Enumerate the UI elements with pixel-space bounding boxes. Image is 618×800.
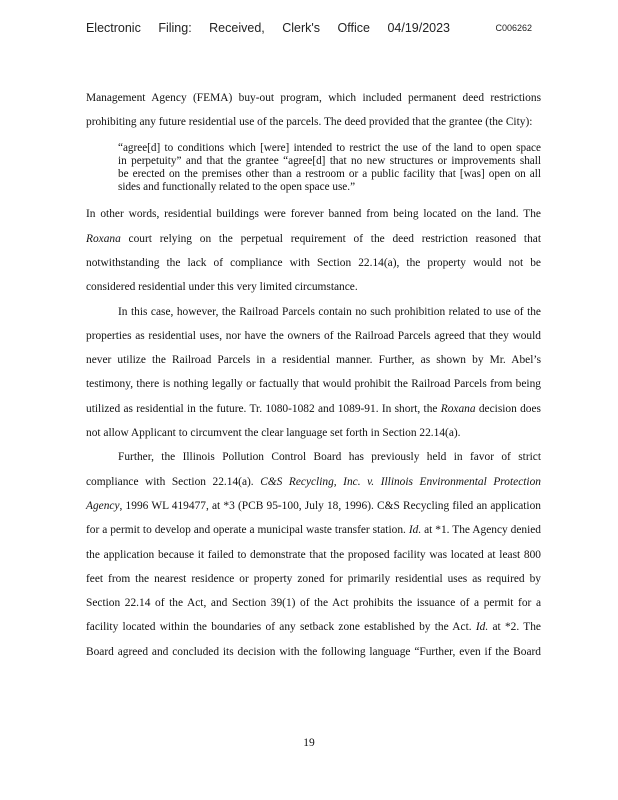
- case-name: Agency: [86, 499, 120, 512]
- text-line: the application because it failed to demonstrate that the proposed facility was located at least 800: [86, 548, 541, 561]
- header-word: Filing:: [158, 21, 192, 35]
- text-fragment: compliance with Section 22.14(a).: [86, 475, 261, 488]
- text-line: [86, 494, 541, 518]
- text-line: [86, 518, 541, 542]
- quote-line: sides and functionally related to the open space use.”: [118, 181, 356, 194]
- text-line: Management Agency (FEMA) buy-out program, which included permanent deed restrictions: [86, 92, 541, 104]
- text-line: not allow Applicant to circumvent the clear language set forth in Section 22.14(a).: [86, 427, 461, 440]
- text-line: Section 22.14 of the Act, and Section 39(1) of the Act prohibits the issuance of a permit for a: [86, 597, 541, 610]
- text-line: [86, 470, 541, 494]
- header-word: Clerk's: [282, 21, 321, 35]
- text-fragment: decision does: [475, 402, 541, 415]
- text-line: [86, 615, 541, 639]
- paragraph-cs-recycling: [86, 445, 541, 664]
- text-fragment: facility located within the boundaries of any setback zone established by the Act.: [86, 621, 476, 634]
- document-code: C006262: [495, 23, 533, 33]
- paragraph-railroad: [86, 300, 541, 446]
- text-fragment: utilized as residential in the future. Tr. 1080-1082 and 1089-91. In short, the: [86, 402, 441, 415]
- paragraph-roxana: [86, 202, 541, 299]
- text-line: never utilize the Railroad Parcels in a residential manner. Further, as shown by Mr. Abel’s: [86, 354, 541, 367]
- quote-line: be erected on the premises other than a restroom or a public facility that [was] open on all: [118, 168, 541, 180]
- filing-header: [0, 21, 618, 35]
- text-fragment: for a permit to develop and operate a municipal waste transfer station.: [86, 524, 409, 537]
- quote-line: “agree[d] to conditions which [were] intended to restrict the use of the land to open space: [118, 141, 541, 154]
- case-name: C&S Recycling, Inc. v. Illinois Environmental Protection: [260, 475, 541, 488]
- page-number: 19: [303, 737, 315, 749]
- text-line: considered residential under this very limited circumstance.: [86, 281, 358, 294]
- text-line: [86, 397, 541, 421]
- text-line: prohibiting any future residential use of the parcels. The deed provided that the grantee (the City):: [86, 116, 533, 129]
- header-word: Received,: [209, 21, 265, 35]
- header-date: 04/19/2023: [387, 21, 450, 35]
- text-line: properties as residential uses, nor have the owners of the Railroad Parcels agreed that they would: [86, 329, 541, 342]
- text-line: In other words, residential buildings were forever banned from being located on the land. The: [86, 208, 541, 221]
- header-word: Office: [337, 21, 370, 35]
- header-word: Electronic: [85, 21, 141, 35]
- text-fragment: , 1996 WL 419477, at *3 (PCB 95-100, July 18, 1996). C&S Recycling filed an application: [119, 499, 541, 512]
- text-line: notwithstanding the lack of compliance with Section 22.14(a), the property would not be: [86, 257, 541, 269]
- text-fragment: court relying on the perpetual requirement of the deed restriction reasoned that: [120, 232, 541, 245]
- case-name: Roxana: [86, 232, 121, 245]
- text-line: Further, the Illinois Pollution Control Board has previously held in favor of strict: [118, 451, 541, 464]
- document-body: [86, 86, 541, 664]
- deed-quote: [118, 142, 541, 195]
- id-citation: Id.: [475, 621, 489, 634]
- text-line: [86, 227, 541, 251]
- text-fragment: at *2. The: [488, 621, 541, 634]
- id-citation: Id.: [408, 524, 422, 537]
- paragraph-continuation: [86, 86, 541, 135]
- text-line: Board agreed and concluded its decision with the following language “Further, even if the Board: [86, 645, 541, 658]
- text-fragment: at *1. The Agency denied: [421, 524, 542, 537]
- text-line: feet from the nearest residence or property zoned for primarily residential uses as required by: [86, 572, 541, 585]
- text-line: testimony, there is nothing legally or factually that would prohibit the Railroad Parcels from being: [86, 378, 541, 391]
- text-line: In this case, however, the Railroad Parcels contain no such prohibition related to use of the: [118, 305, 541, 318]
- case-name: Roxana: [440, 402, 476, 415]
- quote-line: in perpetuity” and that the grantee “agree[d] that no new structures or improvements shall: [118, 154, 541, 167]
